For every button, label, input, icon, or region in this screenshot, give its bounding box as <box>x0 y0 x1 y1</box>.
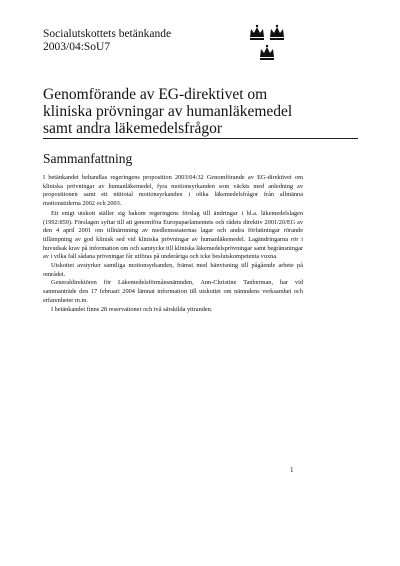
paragraph: I betänkandet finns 28 reservationer och två särskilda yttranden. <box>51 305 213 313</box>
report-number: 2003/04:SoU7 <box>43 41 111 53</box>
title-line: samt andra läkemedelsfrågor <box>43 120 223 137</box>
paragraph: I betänkandet behandlas regeringens proposition 2003/04:32 Genomförande av EG-direktivet om kliniska prövningar av humanläkemedel, fyra motionsyrkanden som väckts med anledning av propositionen samt ett nittiotal motionsyrkanden i olika läkemedelsfrågor från allmänna motionstiderna 2002 och 2003. <box>43 174 303 208</box>
title-divider <box>43 138 358 139</box>
summary-body <box>43 174 303 314</box>
report-title <box>43 86 363 137</box>
paragraph: Generaldirektören för Läkemedelsförmånsnämnden, Ann-Christine Tanberman, har vid sammanträde den 17 februari 2004 lämnat information till utskottet om nämndens verksamhet och erfarenheter m.m. <box>43 279 303 304</box>
paragraph: Ett enigt utskott ställer sig bakom regeringens förslag till ändringar i bl.a. läkemedelslagen (1992:859). Förslagen syftar till att genomföra Europaparlamentets och rådets direktiv 2001/20/EG av den 4 april 2001 om tillnärmning av medlemsstaternas lagar och andra författningar rörande tillämpning av god klinisk sed vid kliniska prövningar av humanläkemedel. Lagändringarna rör i huvudsak krav på information om och samtycke till kliniska läkemedelsprövningar samt begränsningar av i vilka fall sådana prövningar får utföras på underåriga och icke beslutskompetenta vuxna. <box>43 209 303 261</box>
section-heading: Sammanfattning <box>43 151 133 166</box>
report-header <box>43 28 273 54</box>
title-line: Genomförande av EG-direktivet om <box>43 86 268 103</box>
committee-report-label: Socialutskottets betänkande <box>43 28 172 40</box>
paragraph: Utskottet avstyrker samtliga motionsyrkanden, främst med hänvisning till pågående arbete på området. <box>43 262 303 278</box>
title-line: kliniska prövningar av humanläkemedel <box>43 103 293 120</box>
page-number: 1 <box>290 466 294 474</box>
three-crowns-icon <box>248 24 288 62</box>
